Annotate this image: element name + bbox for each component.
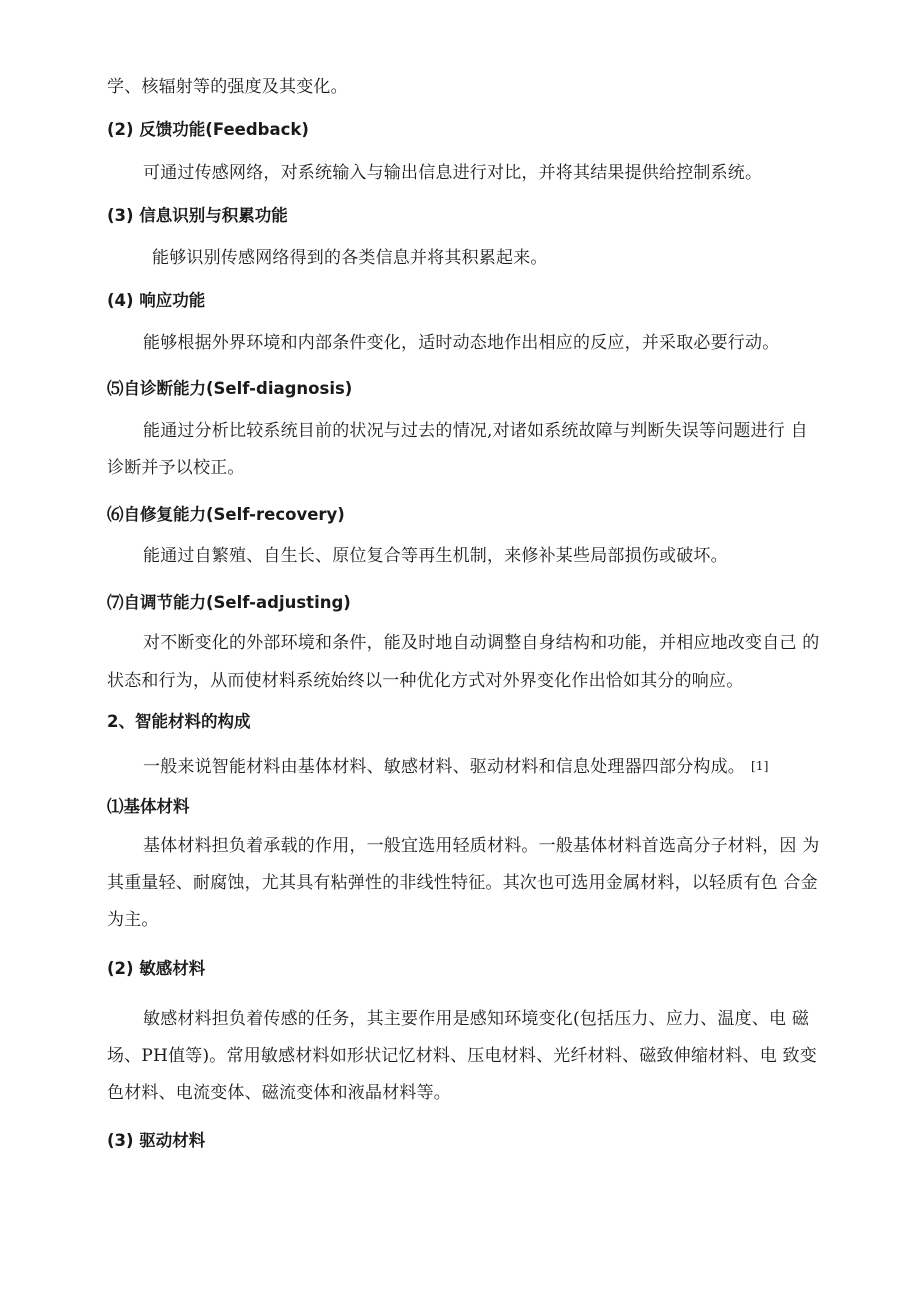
paragraph-line: 对不断变化的外部环境和条件，能及时地自动调整自身结构和功能，并相应地改变自己 的 xyxy=(143,633,820,653)
paragraph-line: 场、PH值等)。常用敏感材料如形状记忆材料、压电材料、光纤材料、磁致伸缩材料、电 致变 xyxy=(107,1046,817,1066)
section-heading: (3) 信息识别与积累功能 xyxy=(107,206,288,225)
paragraph-line: 其重量轻、耐腐蚀，尤其具有粘弹性的非线性特征。其次也可选用金属材料，以轻质有色 合金 xyxy=(107,873,818,893)
section-heading: (3) 驱动材料 xyxy=(107,1131,206,1150)
paragraph-line: 诊断并予以校正。 xyxy=(107,458,245,478)
citation-marker: [1] xyxy=(751,759,769,773)
paragraph-line: 学、核辐射等的强度及其变化。 xyxy=(107,77,348,97)
paragraph-line: 能够根据外界环境和内部条件变化，适时动态地作出相应的反应，并采取必要行动。 xyxy=(143,333,780,353)
paragraph-line: 可通过传感网络，对系统输入与输出信息进行对比，并将其结果提供给控制系统。 xyxy=(143,163,763,183)
section-heading: ⑺自调节能力(Self-adjusting) xyxy=(107,593,351,612)
paragraph-line: 为主。 xyxy=(107,910,159,930)
section-heading: ⑸自诊断能力(Self-diagnosis) xyxy=(107,379,353,398)
paragraph-text: 一般来说智能材料由基体材料、敏感材料、驱动材料和信息处理器四部分构成。 xyxy=(143,757,745,777)
paragraph-line: 能够识别传感网络得到的各类信息并将其积累起来。 xyxy=(152,248,548,268)
section-heading: 2、智能材料的构成 xyxy=(107,712,251,731)
paragraph-line: 基体材料担负着承载的作用，一般宜选用轻质材料。一般基体材料首选高分子材料，因 为 xyxy=(143,836,820,856)
section-heading: (2) 反馈功能(Feedback) xyxy=(107,120,309,139)
paragraph-line xyxy=(143,755,769,778)
paragraph-line: 色材料、电流变体、磁流变体和液晶材料等。 xyxy=(107,1083,451,1103)
section-heading: (4) 响应功能 xyxy=(107,291,206,310)
paragraph-line: 能通过分析比较系统目前的状况与过去的情况,对诸如系统故障与判断失误等问题进行 自 xyxy=(143,421,808,441)
paragraph-line: 敏感材料担负着传感的任务，其主要作用是感知环境变化(包括压力、应力、温度、电 磁 xyxy=(143,1009,810,1029)
section-heading: ⑹自修复能力(Self-recovery) xyxy=(107,505,345,524)
paragraph-line: 能通过自繁殖、自生长、原位复合等再生机制，来修补某些局部损伤或破坏。 xyxy=(143,546,728,566)
section-heading: (2) 敏感材料 xyxy=(107,959,206,978)
paragraph-line: 状态和行为，从而使材料系统始终以一种优化方式对外界变化作出恰如其分的响应。 xyxy=(107,671,744,691)
section-heading: ⑴基体材料 xyxy=(107,797,190,816)
